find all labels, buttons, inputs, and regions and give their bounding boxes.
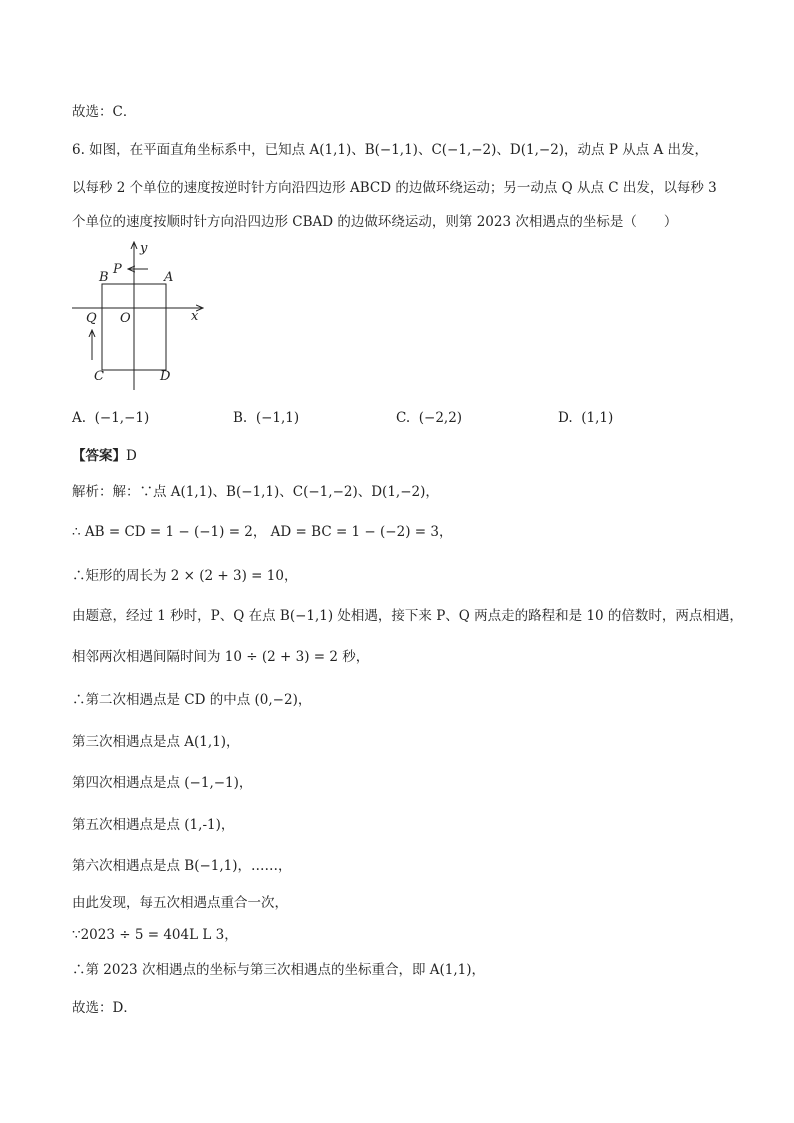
solution-line-6: ∴第二次相遇点是 CD 的中点 (0,−2)， xyxy=(72,692,312,708)
solution-line-1: 解析：解：∵点 A(1,1)、B(−1,1)、C(−1,−2)、D(1,−2)， xyxy=(72,484,439,500)
solution-line-10: 第六次相遇点是点 B(−1,1)，……， xyxy=(72,858,292,874)
solution-line-3: ∴矩形的周长为 2 × (2 + 3) = 10， xyxy=(72,568,298,584)
label-x: x xyxy=(191,309,199,324)
coordinate-figure xyxy=(70,238,210,398)
question-line-3: 个单位的速度按顺时针方向沿四边形 CBAD 的边做环绕运动，则第 2023 次相遇点的坐标是（ ） xyxy=(72,214,678,230)
question-line-1: 6. 如图，在平面直角坐标系中，已知点 A(1,1)、B(−1,1)、C(−1,−2)、D(1,−2)，动点 P 从点 A 出发， xyxy=(72,142,709,158)
solution-line-2: ∴ AB = CD = 1 − (−1) = 2， AD = BC = 1 − (−2) = 3， xyxy=(72,524,453,540)
option-d: D. (1,1) xyxy=(558,410,614,426)
option-a: A. (−1,−1) xyxy=(72,410,150,426)
label-a: A xyxy=(164,270,174,285)
option-c: C. (−2,2) xyxy=(396,410,463,426)
label-o: O xyxy=(120,311,131,326)
answer-line: 【答案】D xyxy=(72,448,137,464)
solution-line-14: 故选：D． xyxy=(72,1000,137,1016)
label-b: B xyxy=(99,270,109,285)
option-b: B. (−1,1) xyxy=(233,410,300,426)
solution-line-4: 由题意，经过 1 秒时，P、Q 在点 B(−1,1) 处相遇，接下来 P、Q 两点走的路程和是 10 的倍数时，两点相遇， xyxy=(72,608,743,624)
question-line-2: 以每秒 2 个单位的速度按逆时针方向沿四边形 ABCD 的边做环绕运动；另一动点 Q 从点 C 出发，以每秒 3 xyxy=(72,180,717,196)
label-q: Q xyxy=(86,311,97,326)
solution-line-13: ∴第 2023 次相遇点的坐标与第三次相遇点的坐标重合，即 A(1,1)， xyxy=(72,962,485,978)
solution-line-12: ∵2023 ÷ 5 = 404L L 3， xyxy=(72,927,238,943)
label-y: y xyxy=(140,241,148,256)
label-d: D xyxy=(160,369,171,384)
solution-line-5: 相邻两次相遇间隔时间为 10 ÷ (2 + 3) = 2 秒， xyxy=(72,649,370,665)
label-p: P xyxy=(113,262,122,277)
solution-line-11: 由此发现，每五次相遇点重合一次， xyxy=(72,895,288,911)
label-c: C xyxy=(94,369,104,384)
previous-answer: 故选：C． xyxy=(72,104,137,120)
solution-line-9: 第五次相遇点是点 (1,-1)， xyxy=(72,817,235,833)
solution-line-7: 第三次相遇点是点 A(1,1)， xyxy=(72,734,240,750)
solution-line-8: 第四次相遇点是点 (−1,−1)， xyxy=(72,775,253,791)
